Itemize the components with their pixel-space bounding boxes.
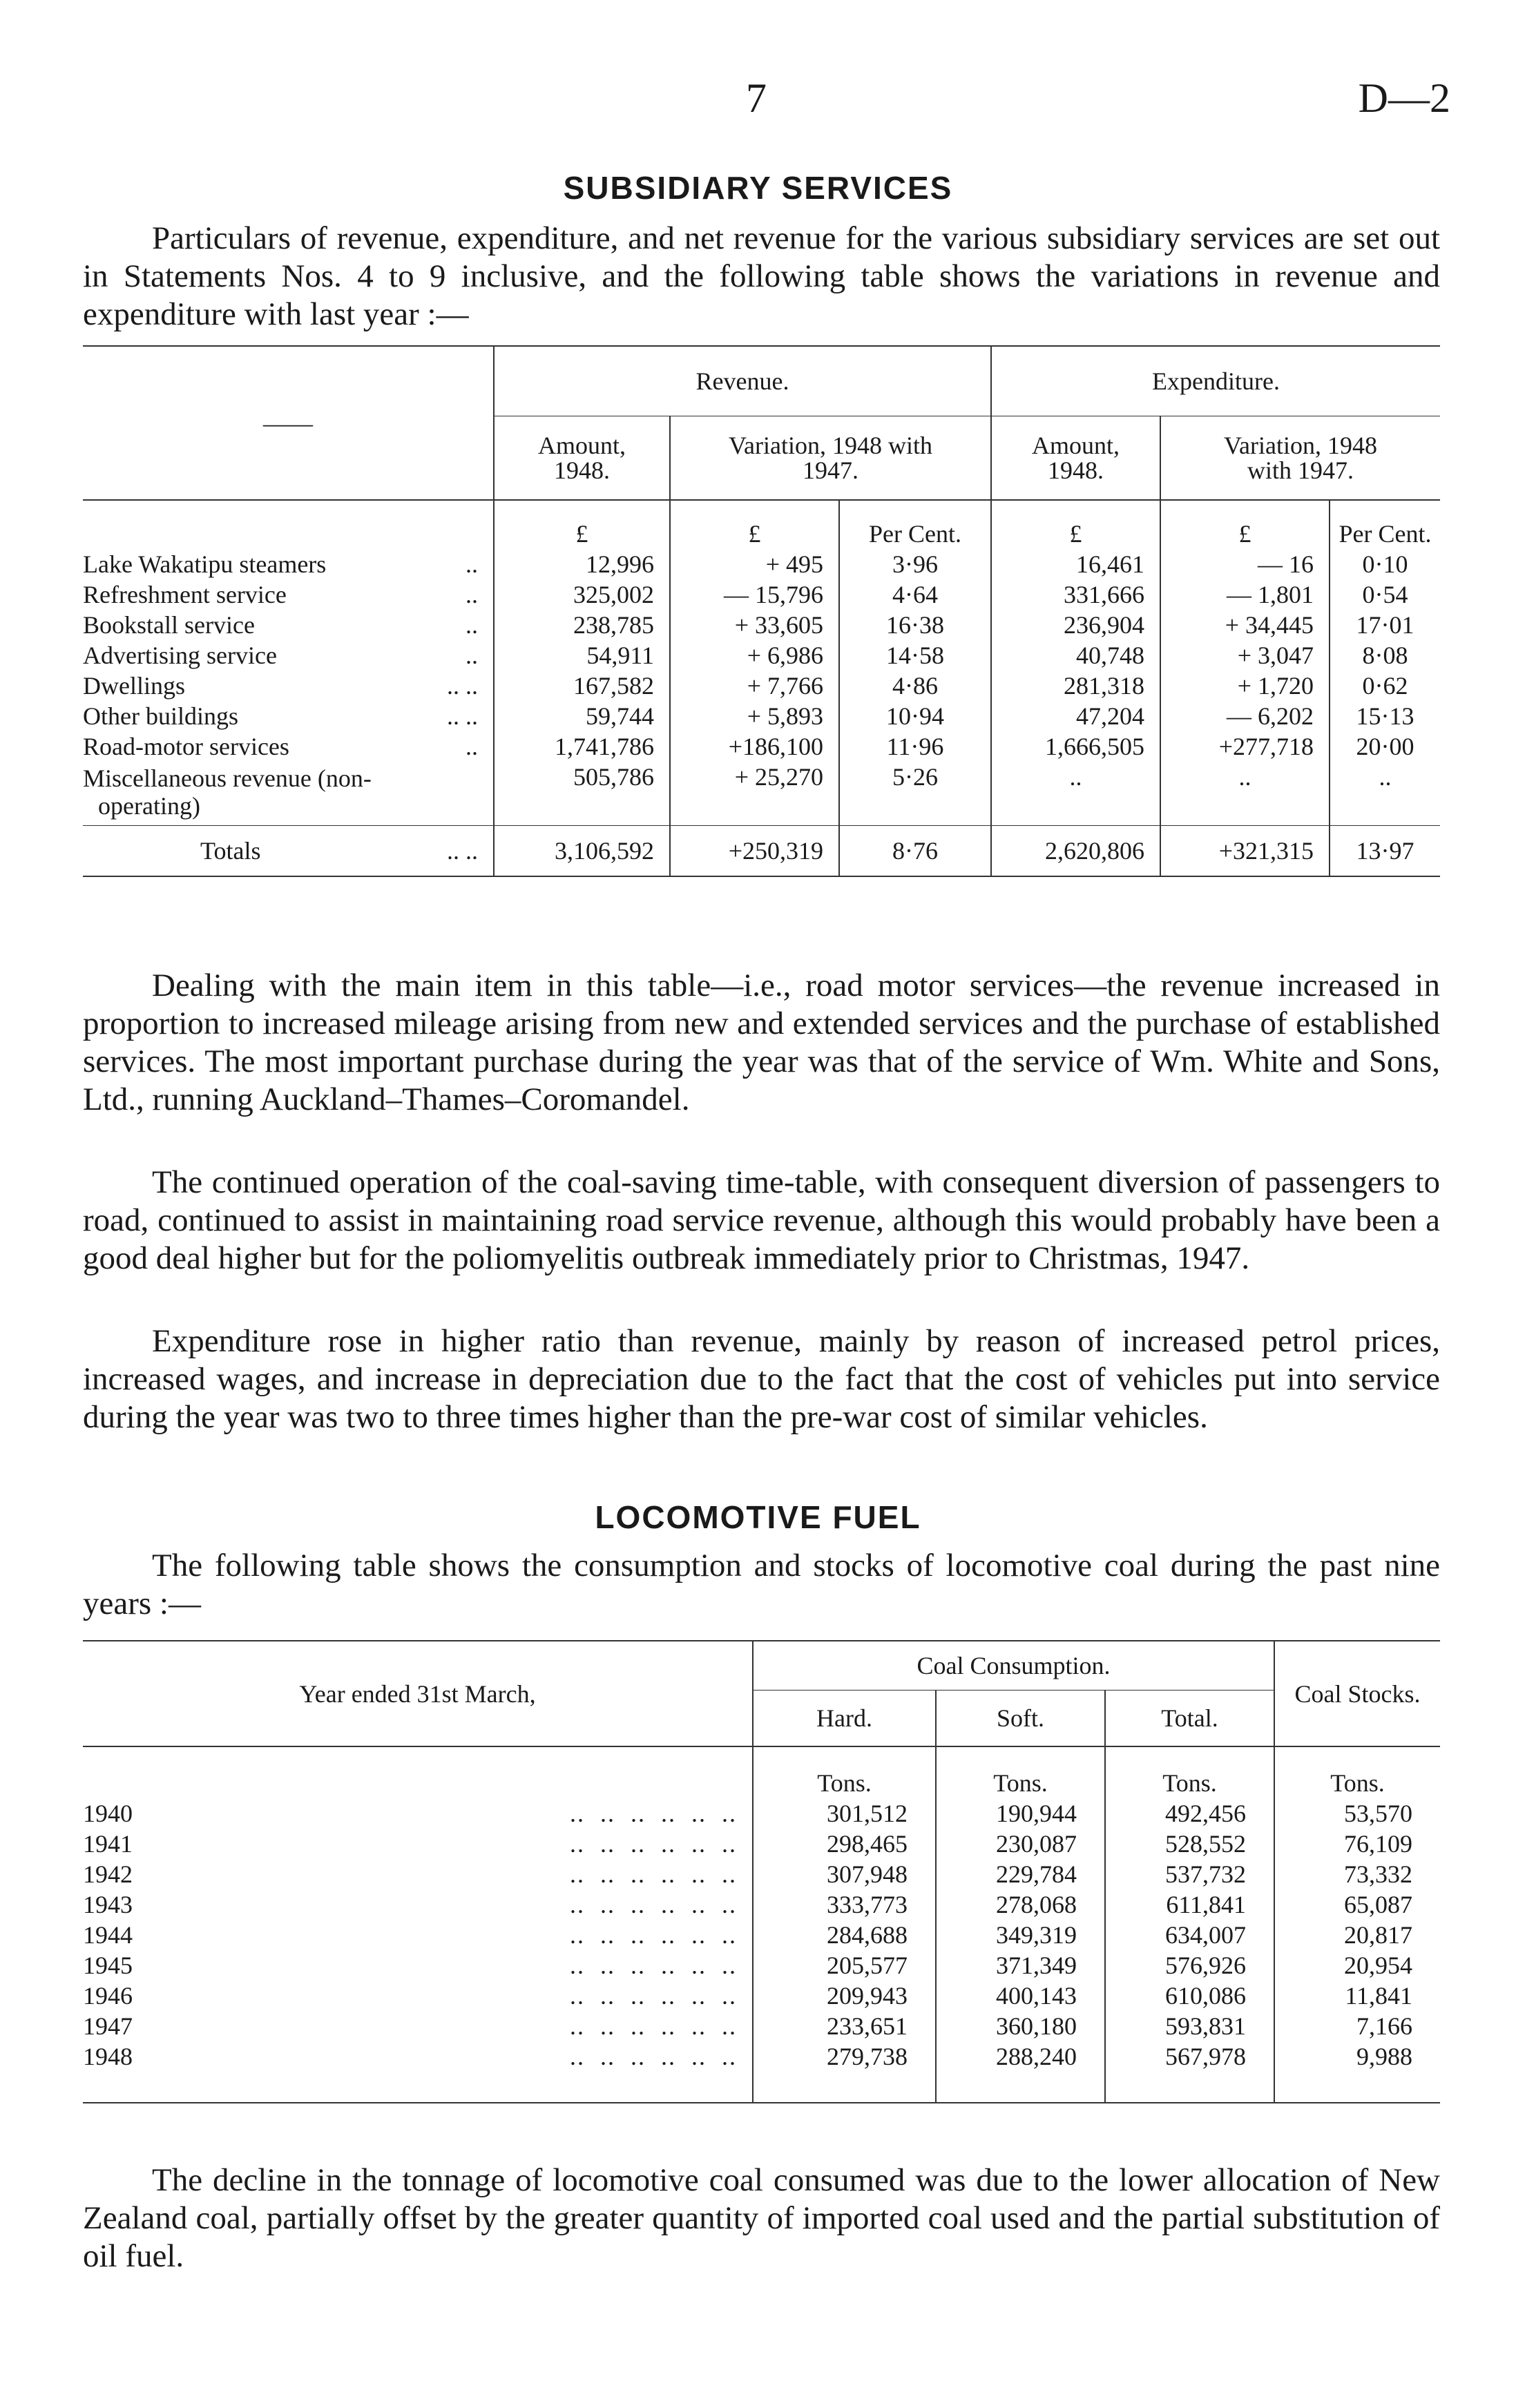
expenditure-variation-head: Variation, 1948 with 1947. bbox=[1160, 416, 1440, 501]
rev-percent-cell: 14·58 bbox=[839, 640, 991, 671]
year-cell bbox=[83, 1889, 753, 1920]
rev-percent-cell: 3·96 bbox=[839, 549, 991, 579]
leader-dots: .. .. .. .. .. .. bbox=[570, 1982, 737, 2010]
year-text: 1945 bbox=[83, 1952, 133, 1979]
total-cell: 492,456 bbox=[1105, 1798, 1274, 1829]
rev-percent-cell: 4·86 bbox=[839, 671, 991, 701]
stocks-cell: 9,988 bbox=[1274, 2041, 1440, 2072]
year-cell bbox=[83, 1920, 753, 1950]
row-label bbox=[83, 731, 494, 762]
coal-saving-paragraph: The continued operation of the coal-saving time-table, with consequent diversion of passengers to road, continued to assist in maintaining road service revenue, although this would probably have been a good deal higher but for the poliomyelitis outbreak immediately prior to Christmas, 1947. bbox=[83, 1164, 1440, 1276]
page-number: 7 bbox=[746, 75, 767, 121]
rev-percent-cell: 10·94 bbox=[839, 701, 991, 731]
revenue-group-head: Revenue. bbox=[494, 346, 991, 416]
rev-variation-cell: + 7,766 bbox=[670, 671, 839, 701]
soft-cell: 229,784 bbox=[936, 1859, 1105, 1889]
rev-variation-cell: + 6,986 bbox=[670, 640, 839, 671]
subsidiary-services-table bbox=[83, 345, 1440, 877]
year-cell bbox=[83, 1859, 753, 1889]
table-row bbox=[83, 2041, 1440, 2072]
exp-percent-cell: 0·54 bbox=[1330, 579, 1440, 610]
total-cell: 576,926 bbox=[1105, 1950, 1274, 1981]
table-stub-head: —— bbox=[263, 409, 313, 437]
totals-label bbox=[83, 826, 494, 877]
coal-stocks-head: Coal Stocks. bbox=[1274, 1641, 1440, 1746]
stocks-cell: 20,817 bbox=[1274, 1920, 1440, 1950]
leader-dots: .. .. .. .. .. .. bbox=[570, 2043, 737, 2070]
exp-amount-cell: 331,666 bbox=[991, 579, 1160, 610]
rev-amount-cell: 59,744 bbox=[494, 701, 670, 731]
hard-cell: 333,773 bbox=[753, 1889, 936, 1920]
hard-head: Hard. bbox=[753, 1691, 936, 1747]
document-reference: D—2 bbox=[1358, 75, 1450, 121]
misc-label-line1: Miscellaneous revenue (non- bbox=[83, 764, 372, 792]
exp-amount-cell: 16,461 bbox=[991, 549, 1160, 579]
road-motor-paragraph: Dealing with the main item in this table—i.e., road motor services—the revenue increased in proportion to increased mileage arising from new and extended services and the purchase of established services. The most important purchase during the year was that of the service of Wm. White and Sons, Ltd., running Auckland–Thames–Coromandel. bbox=[83, 967, 1440, 1117]
rev-amount-cell: 505,786 bbox=[494, 762, 670, 826]
leader-dots: .. bbox=[466, 642, 478, 669]
row-label bbox=[83, 701, 494, 731]
row-label bbox=[83, 671, 494, 701]
rev-amount-cell: 167,582 bbox=[494, 671, 670, 701]
rev-percent-cell: 11·96 bbox=[839, 731, 991, 762]
exp-variation-cell: — 1,801 bbox=[1160, 579, 1330, 610]
soft-cell: 288,240 bbox=[936, 2041, 1105, 2072]
soft-head: Soft. bbox=[936, 1691, 1105, 1747]
leader-dots: .. .. bbox=[447, 702, 478, 730]
row-label-text: Other buildings bbox=[83, 702, 238, 730]
leader-dots: .. bbox=[466, 733, 478, 760]
exp-amount-cell: 236,904 bbox=[991, 610, 1160, 640]
stocks-cell: 7,166 bbox=[1274, 2011, 1440, 2041]
soft-cell: 190,944 bbox=[936, 1798, 1105, 1829]
table-row bbox=[83, 2011, 1440, 2041]
year-cell bbox=[83, 1798, 753, 1829]
table-row bbox=[83, 731, 1440, 762]
revenue-amount-head: Amount, 1948. bbox=[494, 416, 670, 501]
year-text: 1941 bbox=[83, 1830, 133, 1858]
rev-amount-cell: 54,911 bbox=[494, 640, 670, 671]
total-cell: 537,732 bbox=[1105, 1859, 1274, 1889]
exp-amount-cell: 2,620,806 bbox=[991, 826, 1160, 877]
exp-variation-cell: +321,315 bbox=[1160, 826, 1330, 877]
leader-dots: .. bbox=[466, 581, 478, 608]
rev-variation-cell: + 5,893 bbox=[670, 701, 839, 731]
leader-dots: .. .. .. .. .. .. bbox=[570, 1830, 737, 1858]
total-cell: 528,552 bbox=[1105, 1829, 1274, 1859]
hard-cell: 205,577 bbox=[753, 1950, 936, 1981]
soft-cell: 349,319 bbox=[936, 1920, 1105, 1950]
exp-amount-cell: 47,204 bbox=[991, 701, 1160, 731]
year-text: 1947 bbox=[83, 2012, 133, 2040]
row-label bbox=[83, 610, 494, 640]
rev-percent-cell: 16·38 bbox=[839, 610, 991, 640]
row-label-text: Advertising service bbox=[83, 642, 277, 669]
stocks-cell: 76,109 bbox=[1274, 1829, 1440, 1859]
exp-percent-cell: 20·00 bbox=[1330, 731, 1440, 762]
soft-cell: 400,143 bbox=[936, 1981, 1105, 2011]
table-row bbox=[83, 671, 1440, 701]
exp-variation-cell: + 3,047 bbox=[1160, 640, 1330, 671]
table-row bbox=[83, 579, 1440, 610]
hard-cell: 209,943 bbox=[753, 1981, 936, 2011]
subsidiary-services-heading: SUBSIDIARY SERVICES bbox=[563, 170, 953, 206]
stocks-cell: 11,841 bbox=[1274, 1981, 1440, 2011]
year-cell bbox=[83, 2041, 753, 2072]
total-cell: 611,841 bbox=[1105, 1889, 1274, 1920]
table-row bbox=[83, 1920, 1440, 1950]
leader-dots: .. bbox=[466, 550, 478, 578]
exp-variation-cell: +277,718 bbox=[1160, 731, 1330, 762]
year-text: 1948 bbox=[83, 2043, 133, 2070]
row-label-text: Lake Wakatipu steamers bbox=[83, 550, 327, 578]
exp-variation-cell: — 6,202 bbox=[1160, 701, 1330, 731]
table-row-totals bbox=[83, 826, 1440, 877]
rev-percent-cell: 8·76 bbox=[839, 826, 991, 877]
revenue-variation-head: Variation, 1948 with 1947. bbox=[670, 416, 991, 501]
hard-cell: 307,948 bbox=[753, 1859, 936, 1889]
exp-variation-cell: — 16 bbox=[1160, 549, 1330, 579]
stocks-cell: 65,087 bbox=[1274, 1889, 1440, 1920]
total-cell: 634,007 bbox=[1105, 1920, 1274, 1950]
year-text: 1942 bbox=[83, 1860, 133, 1888]
unit-cell: £ bbox=[1160, 500, 1330, 549]
locomotive-coal-table bbox=[83, 1640, 1440, 2103]
year-cell bbox=[83, 2011, 753, 2041]
year-cell bbox=[83, 1950, 753, 1981]
row-label bbox=[83, 549, 494, 579]
hard-cell: 284,688 bbox=[753, 1920, 936, 1950]
year-head: Year ended 31st March, bbox=[299, 1679, 536, 1708]
year-text: 1944 bbox=[83, 1921, 133, 1949]
table-row bbox=[83, 1829, 1440, 1859]
exp-percent-cell: 0·10 bbox=[1330, 549, 1440, 579]
table-row bbox=[83, 1950, 1440, 1981]
exp-variation-cell: + 1,720 bbox=[1160, 671, 1330, 701]
fuel-intro-paragraph: The following table shows the consumption and stocks of locomotive coal during the past nine years :— bbox=[83, 1548, 1440, 1621]
exp-percent-cell: 0·62 bbox=[1330, 671, 1440, 701]
soft-cell: 360,180 bbox=[936, 2011, 1105, 2041]
soft-cell: 278,068 bbox=[936, 1889, 1105, 1920]
row-label-text: Road-motor services bbox=[83, 733, 289, 760]
rev-amount-cell: 12,996 bbox=[494, 549, 670, 579]
table-row bbox=[83, 640, 1440, 671]
rev-amount-cell: 1,741,786 bbox=[494, 731, 670, 762]
leader-dots: .. .. .. .. .. .. bbox=[570, 1800, 737, 1827]
table-row bbox=[83, 701, 1440, 731]
exp-amount-cell: 40,748 bbox=[991, 640, 1160, 671]
stocks-cell: 53,570 bbox=[1274, 1798, 1440, 1829]
leader-dots: .. .. .. .. .. .. bbox=[570, 1921, 737, 1949]
hard-cell: 279,738 bbox=[753, 2041, 936, 2072]
leader-dots: .. .. .. .. .. .. bbox=[570, 2012, 737, 2040]
unit-cell: Per Cent. bbox=[839, 500, 991, 549]
soft-cell: 230,087 bbox=[936, 1829, 1105, 1859]
unit-cell: £ bbox=[670, 500, 839, 549]
rev-amount-cell: 3,106,592 bbox=[494, 826, 670, 877]
exp-amount-cell: 1,666,505 bbox=[991, 731, 1160, 762]
exp-variation-cell: + 34,445 bbox=[1160, 610, 1330, 640]
leader-dots: .. .. bbox=[447, 672, 478, 700]
expenditure-group-head: Expenditure. bbox=[991, 346, 1440, 416]
exp-variation-cell: .. bbox=[1160, 762, 1330, 826]
exp-amount-cell: .. bbox=[991, 762, 1160, 826]
year-cell bbox=[83, 1981, 753, 2011]
rev-variation-cell: + 495 bbox=[670, 549, 839, 579]
rev-variation-cell: — 15,796 bbox=[670, 579, 839, 610]
table-row bbox=[83, 1859, 1440, 1889]
rev-percent-cell: 4·64 bbox=[839, 579, 991, 610]
units-row bbox=[83, 1746, 1440, 1798]
unit-cell: Tons. bbox=[1105, 1746, 1274, 1798]
row-label bbox=[83, 579, 494, 610]
rev-variation-cell: + 25,270 bbox=[670, 762, 839, 826]
year-text: 1943 bbox=[83, 1891, 133, 1918]
leader-dots: .. bbox=[466, 611, 478, 639]
unit-cell: Tons. bbox=[936, 1746, 1105, 1798]
rev-percent-cell: 5·26 bbox=[839, 762, 991, 826]
subsidiary-intro-paragraph: Particulars of revenue, expenditure, and net revenue for the various subsidiary services are set out in Statements Nos. 4 to 9 inclusive, and the following table shows the variations in revenue and expenditure with last year :— bbox=[83, 220, 1440, 332]
rev-variation-cell: + 33,605 bbox=[670, 610, 839, 640]
exp-percent-cell: 13·97 bbox=[1330, 826, 1440, 877]
total-cell: 567,978 bbox=[1105, 2041, 1274, 2072]
unit-cell: £ bbox=[494, 500, 670, 549]
expenditure-amount-head: Amount, 1948. bbox=[991, 416, 1160, 501]
table-row bbox=[83, 1798, 1440, 1829]
unit-cell: Tons. bbox=[753, 1746, 936, 1798]
unit-cell: £ bbox=[991, 500, 1160, 549]
expenditure-paragraph: Expenditure rose in higher ratio than revenue, mainly by reason of increased petrol prices, increased wages, and increase in depreciation due to the fact that the cost of vehicles put into service during the year was two to three times higher than the pre-war cost of similar vehicles. bbox=[83, 1323, 1440, 1435]
exp-percent-cell: 17·01 bbox=[1330, 610, 1440, 640]
year-text: 1940 bbox=[83, 1800, 133, 1827]
leader-dots: .. .. .. .. .. .. bbox=[570, 1952, 737, 1979]
year-text: 1946 bbox=[83, 1982, 133, 2010]
row-label-text: Refreshment service bbox=[83, 581, 287, 608]
totals-label-text: Totals bbox=[200, 837, 261, 865]
total-head: Total. bbox=[1105, 1691, 1274, 1747]
year-cell bbox=[83, 1829, 753, 1859]
leader-dots: .. .. .. .. .. .. bbox=[570, 1860, 737, 1888]
misc-label-line2: operating) bbox=[98, 792, 200, 820]
hard-cell: 233,651 bbox=[753, 2011, 936, 2041]
table-row bbox=[83, 549, 1440, 579]
rev-variation-cell: +250,319 bbox=[670, 826, 839, 877]
exp-percent-cell: .. bbox=[1330, 762, 1440, 826]
rev-amount-cell: 325,002 bbox=[494, 579, 670, 610]
unit-cell: Per Cent. bbox=[1330, 500, 1440, 549]
hard-cell: 301,512 bbox=[753, 1798, 936, 1829]
stocks-cell: 73,332 bbox=[1274, 1859, 1440, 1889]
table-row bbox=[83, 610, 1440, 640]
rev-variation-cell: +186,100 bbox=[670, 731, 839, 762]
rev-amount-cell: 238,785 bbox=[494, 610, 670, 640]
row-label bbox=[83, 640, 494, 671]
units-row bbox=[83, 500, 1440, 549]
exp-percent-cell: 8·08 bbox=[1330, 640, 1440, 671]
leader-dots: .. .. .. .. .. .. bbox=[570, 1891, 737, 1918]
exp-percent-cell: 15·13 bbox=[1330, 701, 1440, 731]
table-row bbox=[83, 1889, 1440, 1920]
hard-cell: 298,465 bbox=[753, 1829, 936, 1859]
table-row bbox=[83, 1981, 1440, 2011]
row-label bbox=[83, 762, 494, 826]
soft-cell: 371,349 bbox=[936, 1950, 1105, 1981]
stocks-cell: 20,954 bbox=[1274, 1950, 1440, 1981]
coal-consumption-head: Coal Consumption. bbox=[753, 1641, 1274, 1691]
row-label-text: Bookstall service bbox=[83, 611, 255, 639]
table-row-misc bbox=[83, 762, 1440, 826]
unit-cell: Tons. bbox=[1274, 1746, 1440, 1798]
leader-dots: .. .. bbox=[447, 837, 478, 865]
locomotive-fuel-heading: LOCOMOTIVE FUEL bbox=[595, 1499, 921, 1535]
exp-amount-cell: 281,318 bbox=[991, 671, 1160, 701]
total-cell: 593,831 bbox=[1105, 2011, 1274, 2041]
row-label-text: Dwellings bbox=[83, 672, 185, 700]
coal-decline-paragraph: The decline in the tonnage of locomotive coal consumed was due to the lower allocation of New Zealand coal, partially offset by the greater quantity of imported coal used and the partial substitution of oil fuel. bbox=[83, 2162, 1440, 2274]
total-cell: 610,086 bbox=[1105, 1981, 1274, 2011]
